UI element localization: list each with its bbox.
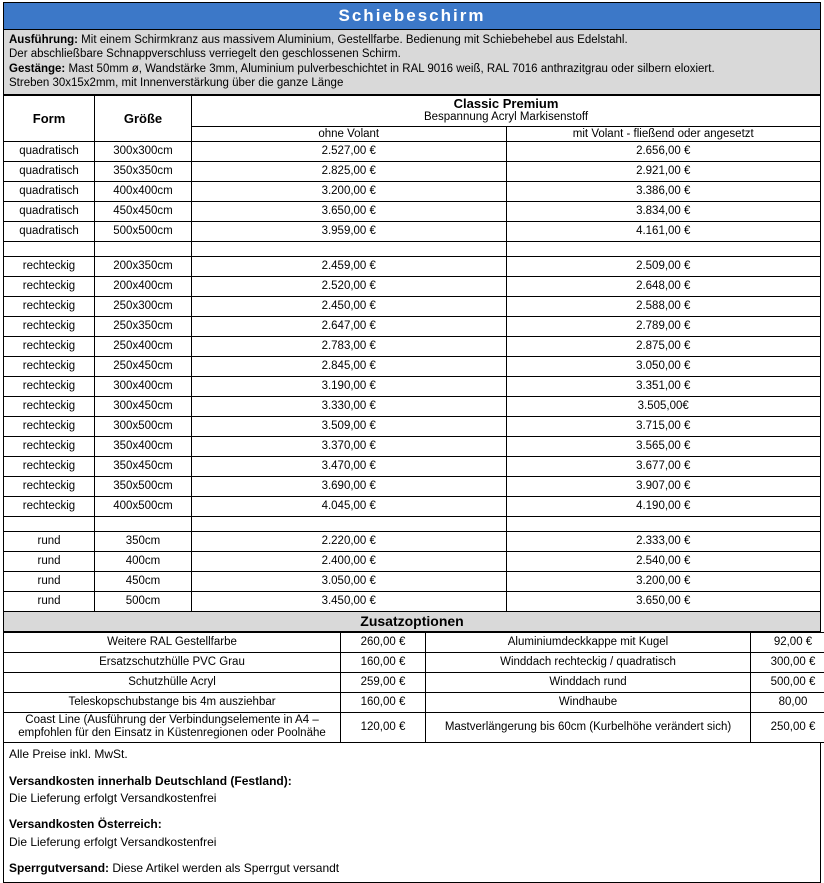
table-row [4, 141, 821, 161]
page-title: Schiebeschirm [339, 6, 486, 26]
option-price-right: 300,00 € [751, 652, 824, 672]
cell-price-ohne-volant: 3.370,00 € [192, 436, 507, 456]
cell-form: rechteckig [4, 376, 95, 396]
cell-price-ohne-volant: 2.459,00 € [192, 256, 507, 276]
cell-price-ohne-volant: 2.647,00 € [192, 316, 507, 336]
table-row [4, 551, 821, 571]
cell-price-mit-volant: 3.650,00 € [506, 591, 821, 611]
cell-price-mit-volant: 3.907,00 € [506, 476, 821, 496]
shipping-at-text: Die Lieferung erfolgt Versandkostenfrei [9, 834, 815, 851]
option-label-left: Coast Line (Ausführung der Verbindungselemente in A4 – empfohlen für den Einsatz in Küstenregionen oder Poolnähe [4, 712, 341, 743]
table-row [4, 356, 821, 376]
cell-size: 300x400cm [95, 376, 192, 396]
cell-size: 450cm [95, 571, 192, 591]
option-row [4, 672, 824, 692]
cell-size: 200x350cm [95, 256, 192, 276]
cell-size: 500cm [95, 591, 192, 611]
price-sheet-page [3, 2, 821, 883]
table-row [4, 376, 821, 396]
cell-form: rechteckig [4, 276, 95, 296]
cell-price-mit-volant: 3.351,00 € [506, 376, 821, 396]
cell-form: rund [4, 571, 95, 591]
description-text-gestaenge: Mast 50mm ø, Wandstärke 3mm, Aluminium pulverbeschichtet in RAL 9016 weiß, RAL 7016 anthrazitgrau oder silbern eloxiert. [65, 63, 714, 75]
cell-form: quadratisch [4, 201, 95, 221]
cell-price-mit-volant: 3.200,00 € [506, 571, 821, 591]
cell-price-ohne-volant: 2.783,00 € [192, 336, 507, 356]
options-table [3, 632, 824, 744]
cell-size: 350cm [95, 531, 192, 551]
cell-price-mit-volant: 2.921,00 € [506, 161, 821, 181]
cell-size: 250x350cm [95, 316, 192, 336]
option-price-left: 120,00 € [341, 712, 426, 743]
option-price-right: 500,00 € [751, 672, 824, 692]
vat-note: Alle Preise inkl. MwSt. [9, 746, 815, 763]
cell-size: 400x500cm [95, 496, 192, 516]
description-text-ausfuehrung: Mit einem Schirmkranz aus massivem Aluminium, Gestellfarbe. Bedienung mit Schiebehebel aus Edelstahl. [78, 34, 628, 46]
table-row [4, 276, 821, 296]
footer-notes [3, 743, 821, 882]
cell-size: 350x450cm [95, 456, 192, 476]
cell-price-mit-volant: 2.875,00 € [506, 336, 821, 356]
option-price-left: 259,00 € [341, 672, 426, 692]
option-label-right: Winddach rechteckig / quadratisch [426, 652, 751, 672]
description-line-4: Streben 30x15x2mm, mit Innenverstärkung über die ganze Länge [9, 76, 815, 90]
cell-size: 200x400cm [95, 276, 192, 296]
spacer-cell [506, 516, 821, 531]
table-row [4, 396, 821, 416]
cell-price-ohne-volant: 3.200,00 € [192, 181, 507, 201]
table-row [4, 336, 821, 356]
cell-price-ohne-volant: 3.190,00 € [192, 376, 507, 396]
option-label-left: Ersatzschutzhülle PVC Grau [4, 652, 341, 672]
cell-price-mit-volant: 3.677,00 € [506, 456, 821, 476]
option-price-left: 160,00 € [341, 652, 426, 672]
price-table-header-row-1 [4, 95, 821, 126]
cell-form: rechteckig [4, 396, 95, 416]
cell-form: rechteckig [4, 256, 95, 276]
cell-form: rechteckig [4, 336, 95, 356]
table-row [4, 571, 821, 591]
table-row [4, 201, 821, 221]
cell-price-mit-volant: 2.540,00 € [506, 551, 821, 571]
option-label-right: Windhaube [426, 692, 751, 712]
table-row [4, 531, 821, 551]
cell-price-ohne-volant: 3.650,00 € [192, 201, 507, 221]
header-without-volant: ohne Volant [192, 126, 507, 141]
cell-form: rechteckig [4, 496, 95, 516]
shipping-at-label [9, 816, 815, 833]
option-price-right: 92,00 € [751, 632, 824, 652]
option-label-left: Teleskopschubstange bis 4m ausziehbar [4, 692, 341, 712]
cell-price-ohne-volant: 4.045,00 € [192, 496, 507, 516]
cell-form: quadratisch [4, 221, 95, 241]
bulky-shipping-label: Sperrgutversand: [9, 861, 109, 875]
header-group [192, 95, 821, 126]
cell-form: quadratisch [4, 181, 95, 201]
cell-form: rund [4, 591, 95, 611]
cell-size: 400cm [95, 551, 192, 571]
cell-price-ohne-volant: 2.220,00 € [192, 531, 507, 551]
cell-price-ohne-volant: 3.050,00 € [192, 571, 507, 591]
description-line-3 [9, 62, 815, 76]
cell-size: 300x500cm [95, 416, 192, 436]
table-row [4, 256, 821, 276]
cell-size: 350x350cm [95, 161, 192, 181]
cell-price-mit-volant: 3.386,00 € [506, 181, 821, 201]
table-row [4, 496, 821, 516]
cell-price-ohne-volant: 2.845,00 € [192, 356, 507, 376]
table-row [4, 181, 821, 201]
cell-form: rechteckig [4, 476, 95, 496]
description-line-1 [9, 33, 815, 47]
cell-form: rund [4, 551, 95, 571]
header-group-title: Classic Premium [195, 97, 817, 112]
option-label-right: Aluminiumdeckkappe mit Kugel [426, 632, 751, 652]
cell-size: 250x300cm [95, 296, 192, 316]
spacer-cell [4, 516, 95, 531]
spacer-cell [192, 241, 507, 256]
footer-gap-2 [9, 807, 815, 816]
footer-gap-3 [9, 851, 815, 860]
cell-price-ohne-volant: 2.527,00 € [192, 141, 507, 161]
cell-price-ohne-volant: 2.400,00 € [192, 551, 507, 571]
cell-price-ohne-volant: 3.450,00 € [192, 591, 507, 611]
description-label-gestaenge: Gestänge: [9, 63, 65, 75]
spacer-cell [95, 516, 192, 531]
option-row [4, 712, 824, 743]
option-price-right: 80,00 [751, 692, 824, 712]
spacer-cell [192, 516, 507, 531]
spacer-cell [4, 241, 95, 256]
price-table-body [4, 95, 821, 611]
option-row [4, 692, 824, 712]
footer-gap-1 [9, 764, 815, 773]
cell-form: quadratisch [4, 141, 95, 161]
cell-price-ohne-volant: 2.520,00 € [192, 276, 507, 296]
cell-form: rechteckig [4, 436, 95, 456]
cell-price-ohne-volant: 3.330,00 € [192, 396, 507, 416]
cell-size: 450x450cm [95, 201, 192, 221]
cell-price-mit-volant: 2.648,00 € [506, 276, 821, 296]
shipping-de-text: Die Lieferung erfolgt Versandkostenfrei [9, 790, 815, 807]
cell-form: rechteckig [4, 356, 95, 376]
bulky-shipping-text: Diese Artikel werden als Sperrgut versandt [109, 861, 339, 875]
table-row [4, 316, 821, 336]
table-row [4, 436, 821, 456]
product-description [3, 30, 821, 95]
header-form: Form [4, 95, 95, 141]
cell-size: 500x500cm [95, 221, 192, 241]
cell-size: 300x300cm [95, 141, 192, 161]
table-row [4, 161, 821, 181]
cell-price-mit-volant: 3.834,00 € [506, 201, 821, 221]
cell-size: 350x500cm [95, 476, 192, 496]
page-title-bar [3, 2, 821, 30]
cell-form: quadratisch [4, 161, 95, 181]
cell-price-mit-volant: 3.565,00 € [506, 436, 821, 456]
cell-size: 250x450cm [95, 356, 192, 376]
header-group-subtitle: Bespannung Acryl Markisenstoff [195, 111, 817, 124]
option-price-left: 260,00 € [341, 632, 426, 652]
option-row [4, 652, 824, 672]
cell-price-mit-volant: 2.789,00 € [506, 316, 821, 336]
cell-size: 400x400cm [95, 181, 192, 201]
table-row [4, 416, 821, 436]
cell-price-mit-volant: 2.509,00 € [506, 256, 821, 276]
description-label-ausfuehrung: Ausführung: [9, 34, 78, 46]
cell-price-mit-volant: 2.656,00 € [506, 141, 821, 161]
cell-form: rechteckig [4, 316, 95, 336]
option-price-right: 250,00 € [751, 712, 824, 743]
shipping-de-label [9, 773, 815, 790]
cell-price-mit-volant: 3.715,00 € [506, 416, 821, 436]
cell-price-mit-volant: 4.161,00 € [506, 221, 821, 241]
cell-price-ohne-volant: 2.825,00 € [192, 161, 507, 181]
cell-price-mit-volant: 2.333,00 € [506, 531, 821, 551]
cell-price-mit-volant: 4.190,00 € [506, 496, 821, 516]
cell-size: 250x400cm [95, 336, 192, 356]
cell-price-ohne-volant: 3.690,00 € [192, 476, 507, 496]
table-row [4, 456, 821, 476]
option-price-left: 160,00 € [341, 692, 426, 712]
options-title: Zusatzoptionen [3, 612, 821, 632]
cell-form: rechteckig [4, 296, 95, 316]
option-row [4, 632, 824, 652]
description-line-2: Der abschließbare Schnappverschluss verriegelt den geschlossenen Schirm. [9, 47, 815, 61]
option-label-right: Winddach rund [426, 672, 751, 692]
option-label-left: Weitere RAL Gestellfarbe [4, 632, 341, 652]
price-table-spacer-row [4, 516, 821, 531]
cell-size: 350x400cm [95, 436, 192, 456]
shipping-de-label-text: Versandkosten innerhalb Deutschland (Festland): [9, 774, 292, 788]
cell-price-mit-volant: 2.588,00 € [506, 296, 821, 316]
cell-price-mit-volant: 3.505,00€ [506, 396, 821, 416]
table-row [4, 296, 821, 316]
table-row [4, 221, 821, 241]
shipping-at-label-text: Versandkosten Österreich: [9, 817, 162, 831]
price-table-spacer-row [4, 241, 821, 256]
table-row [4, 476, 821, 496]
header-with-volant: mit Volant - fließend oder angesetzt [506, 126, 821, 141]
options-table-body [4, 632, 824, 743]
table-row [4, 591, 821, 611]
cell-size: 300x450cm [95, 396, 192, 416]
cell-price-ohne-volant: 3.470,00 € [192, 456, 507, 476]
cell-form: rechteckig [4, 416, 95, 436]
cell-form: rechteckig [4, 456, 95, 476]
price-table [3, 95, 821, 612]
cell-price-mit-volant: 3.050,00 € [506, 356, 821, 376]
cell-price-ohne-volant: 3.509,00 € [192, 416, 507, 436]
option-label-right: Mastverlängerung bis 60cm (Kurbelhöhe verändert sich) [426, 712, 751, 743]
option-label-left: Schutzhülle Acryl [4, 672, 341, 692]
cell-form: rund [4, 531, 95, 551]
cell-price-ohne-volant: 3.959,00 € [192, 221, 507, 241]
bulky-shipping [9, 860, 815, 877]
spacer-cell [95, 241, 192, 256]
cell-price-ohne-volant: 2.450,00 € [192, 296, 507, 316]
header-size: Größe [95, 95, 192, 141]
spacer-cell [506, 241, 821, 256]
